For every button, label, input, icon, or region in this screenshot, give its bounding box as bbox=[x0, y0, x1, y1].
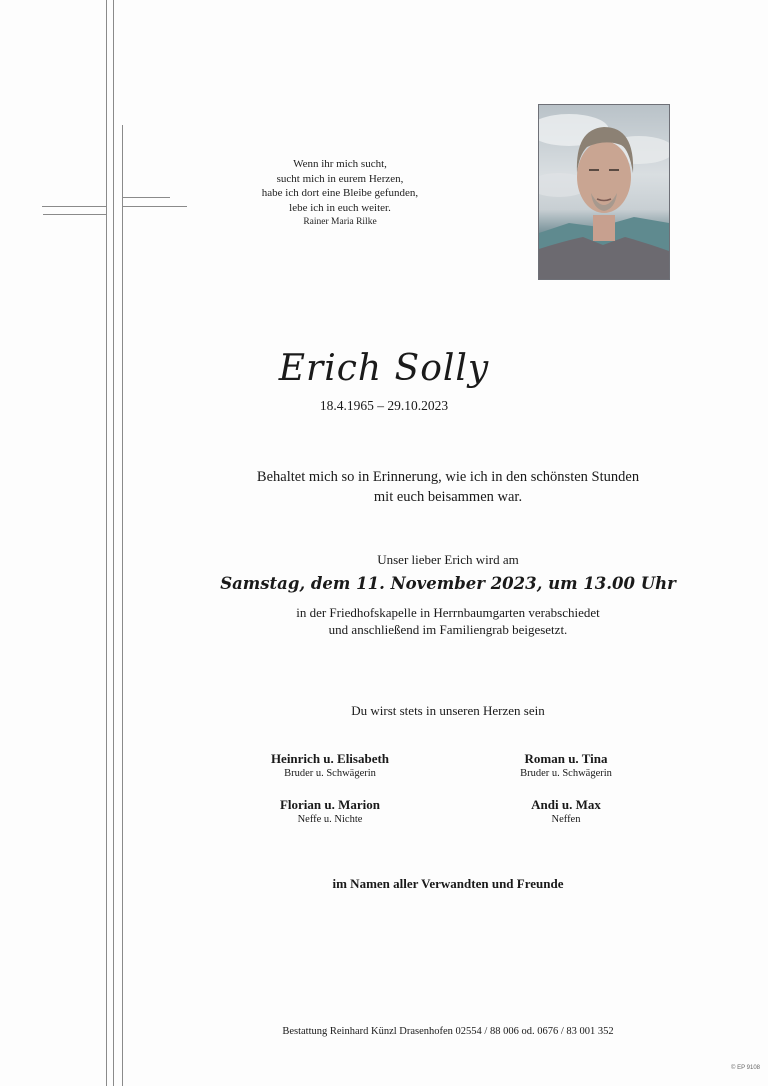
mourner-entry bbox=[220, 797, 440, 827]
mourner-name: Roman u. Tina bbox=[524, 751, 608, 766]
mourner-name: Florian u. Marion bbox=[279, 797, 381, 812]
quote-line: habe ich dort eine Bleibe gefunden, bbox=[261, 187, 419, 199]
mourner-entry bbox=[456, 751, 676, 781]
life-dates: 18.4.1965 – 29.10.2023 bbox=[319, 398, 449, 413]
relatives-line: im Namen aller Verwandten und Freunde bbox=[332, 876, 564, 891]
mourner-relation: Neffe u. Nichte bbox=[297, 814, 363, 825]
quote-line: lebe ich in euch weiter. bbox=[289, 201, 391, 214]
template-code: © EP 9108 bbox=[731, 1065, 760, 1071]
mourner-relation: Neffen bbox=[551, 814, 581, 825]
funeral-home-footer: Bestattung Reinhard Künzl Drasenhofen 02554 / 88 006 od. 0676 / 83 001 352 bbox=[282, 1026, 614, 1037]
mourner-name: Andi u. Max bbox=[531, 797, 601, 812]
quote-line: Wenn ihr mich sucht, bbox=[293, 158, 387, 170]
mourner-relation: Bruder u. Schwägerin bbox=[520, 768, 612, 779]
deceased-name: Erich Solly bbox=[278, 348, 490, 389]
ceremony-datetime: Samstag, dem 11. November 2023, um 13.00 Uhr bbox=[220, 574, 676, 593]
ceremony-intro: Unser lieber Erich wird am bbox=[377, 552, 519, 567]
memory-text bbox=[0, 467, 768, 507]
ceremony-place bbox=[0, 604, 768, 638]
mourner-relation: Bruder u. Schwägerin bbox=[284, 768, 376, 779]
mourner-name: Heinrich u. Elisabeth bbox=[270, 751, 390, 766]
memory-line: Behaltet mich so in Erinnerung, wie ich in den schönsten Stunden bbox=[256, 469, 640, 485]
memorial-quote bbox=[235, 157, 445, 230]
memory-line: mit euch beisammen war. bbox=[373, 489, 523, 505]
place-line: und anschließend im Familiengrab beigesetzt. bbox=[328, 622, 568, 637]
place-line: in der Friedhofskapelle in Herrnbaumgarten verabschiedet bbox=[296, 605, 600, 620]
mourner-entry bbox=[456, 797, 676, 827]
closing-line: Du wirst stets in unseren Herzen sein bbox=[351, 703, 545, 718]
portrait-photo bbox=[538, 104, 670, 280]
quote-author: Rainer Maria Rilke bbox=[303, 217, 377, 227]
mourner-entry bbox=[220, 751, 440, 781]
quote-line: sucht mich in eurem Herzen, bbox=[276, 172, 404, 185]
